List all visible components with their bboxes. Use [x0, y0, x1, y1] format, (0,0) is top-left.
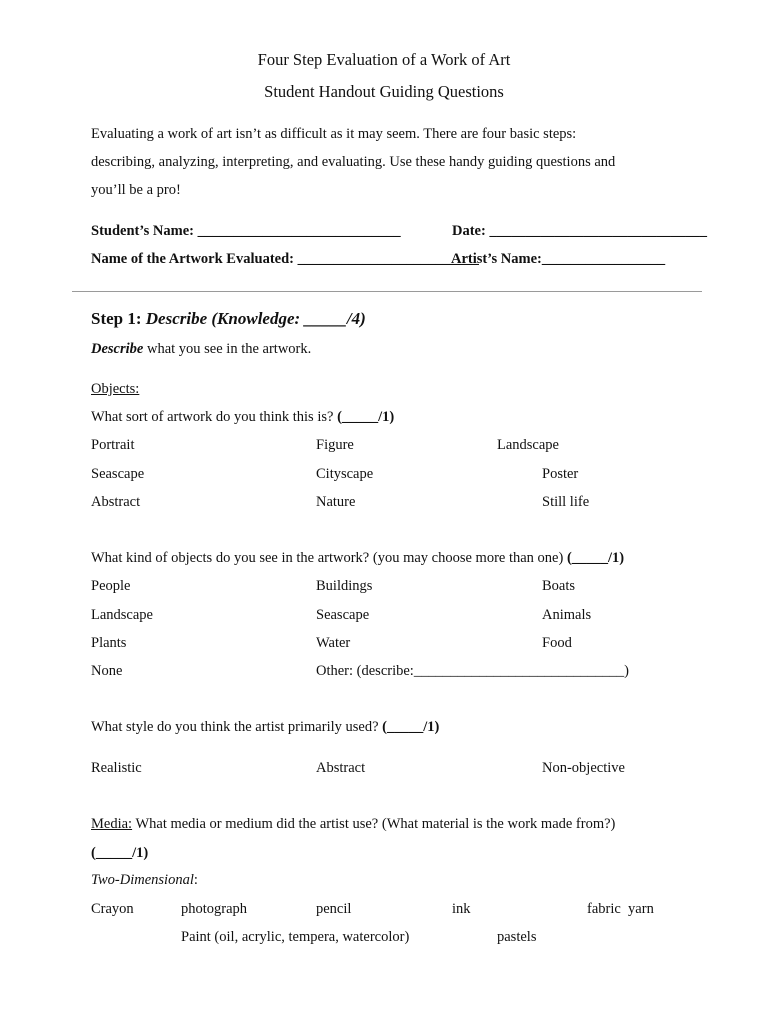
option-abstract-style[interactable]: Abstract: [316, 760, 366, 776]
option-seascape[interactable]: Seascape: [91, 466, 145, 482]
option-boats[interactable]: Boats: [542, 578, 576, 594]
question-style: [91, 719, 439, 736]
intro-line-1: Evaluating a work of art isn’t as difficult as it may seem. There are four basic steps:: [91, 126, 577, 142]
option-buildings[interactable]: Buildings: [316, 578, 373, 594]
option-plants[interactable]: Plants: [91, 635, 127, 651]
question-objects: [91, 550, 624, 567]
option-seascape[interactable]: Seascape: [316, 607, 370, 623]
page-title: Four Step Evaluation of a Work of Art: [257, 50, 511, 69]
option-abstract[interactable]: Abstract: [91, 494, 141, 510]
date-field[interactable]: Date: ______________________________: [452, 223, 707, 239]
question-media: [91, 816, 615, 833]
question-text: What style do you think the artist primarily used?: [91, 719, 383, 735]
option-animals[interactable]: Animals: [542, 607, 592, 623]
step1-heading: [91, 309, 366, 329]
question-text: What sort of artwork do you think this is?: [91, 409, 338, 425]
option-cityscape[interactable]: Cityscape: [316, 466, 374, 482]
option-still-life[interactable]: Still life: [542, 494, 590, 510]
page-subtitle: Student Handout Guiding Questions: [264, 82, 504, 101]
intro-line-3: you’ll be a pro!: [91, 182, 181, 198]
option-figure[interactable]: Figure: [316, 437, 354, 453]
option-fabric-yarn[interactable]: fabric yarn: [587, 901, 654, 917]
option-portrait[interactable]: Portrait: [91, 437, 135, 453]
score-blank[interactable]: (_____/1): [337, 409, 395, 425]
two-dimensional-label: [91, 872, 198, 889]
option-landscape[interactable]: Landscape: [497, 437, 559, 453]
artwork-name-field[interactable]: Name of the Artwork Evaluated: _________________________: [91, 251, 479, 267]
step1-prefix: Step 1:: [91, 309, 146, 328]
option-non-objective[interactable]: Non-objective: [542, 760, 625, 776]
student-name-field[interactable]: Student’s Name: ____________________________: [91, 223, 401, 239]
artist-name-field[interactable]: Artist’s Name:_________________: [451, 251, 666, 267]
option-nature[interactable]: Nature: [316, 494, 356, 510]
two-dim-text: Two-Dimensional: [91, 872, 194, 888]
objects-label: Objects:: [91, 381, 140, 397]
option-water[interactable]: Water: [316, 635, 351, 651]
question-artwork-type: [91, 409, 394, 426]
describe-rest: what you see in the artwork.: [143, 341, 312, 357]
media-label: Media:: [91, 816, 133, 832]
media-text: What media or medium did the artist use? (What material is the work made from?): [132, 816, 616, 832]
describe-word: Describe: [91, 341, 144, 357]
option-other[interactable]: Other: (describe:_____________________________): [316, 663, 629, 679]
option-people[interactable]: People: [91, 578, 131, 594]
option-poster[interactable]: Poster: [542, 466, 579, 482]
option-landscape[interactable]: Landscape: [91, 607, 153, 623]
media-score-blank[interactable]: (_____/1): [91, 845, 149, 861]
score-blank[interactable]: (_____/1): [382, 719, 440, 735]
option-ink[interactable]: ink: [452, 901, 471, 917]
option-pastels[interactable]: pastels: [497, 929, 537, 945]
option-photograph[interactable]: photograph: [181, 901, 248, 917]
option-none[interactable]: None: [91, 663, 123, 679]
describe-instruction: [91, 341, 311, 358]
two-dim-colon: :: [193, 872, 198, 888]
option-paint[interactable]: Paint (oil, acrylic, tempera, watercolor): [181, 929, 410, 945]
question-text: What kind of objects do you see in the artwork? (you may choose more than one): [91, 550, 567, 566]
score-blank[interactable]: (_____/1): [566, 550, 625, 566]
option-realistic[interactable]: Realistic: [91, 760, 142, 776]
intro-line-2: describing, analyzing, interpreting, and evaluating. Use these handy guiding questions and: [91, 154, 616, 170]
option-food[interactable]: Food: [542, 635, 572, 651]
section-divider: [72, 291, 702, 292]
option-crayon[interactable]: Crayon: [91, 901, 134, 917]
step1-title: Describe (Knowledge: _____/4): [145, 309, 366, 328]
option-pencil[interactable]: pencil: [316, 901, 352, 917]
